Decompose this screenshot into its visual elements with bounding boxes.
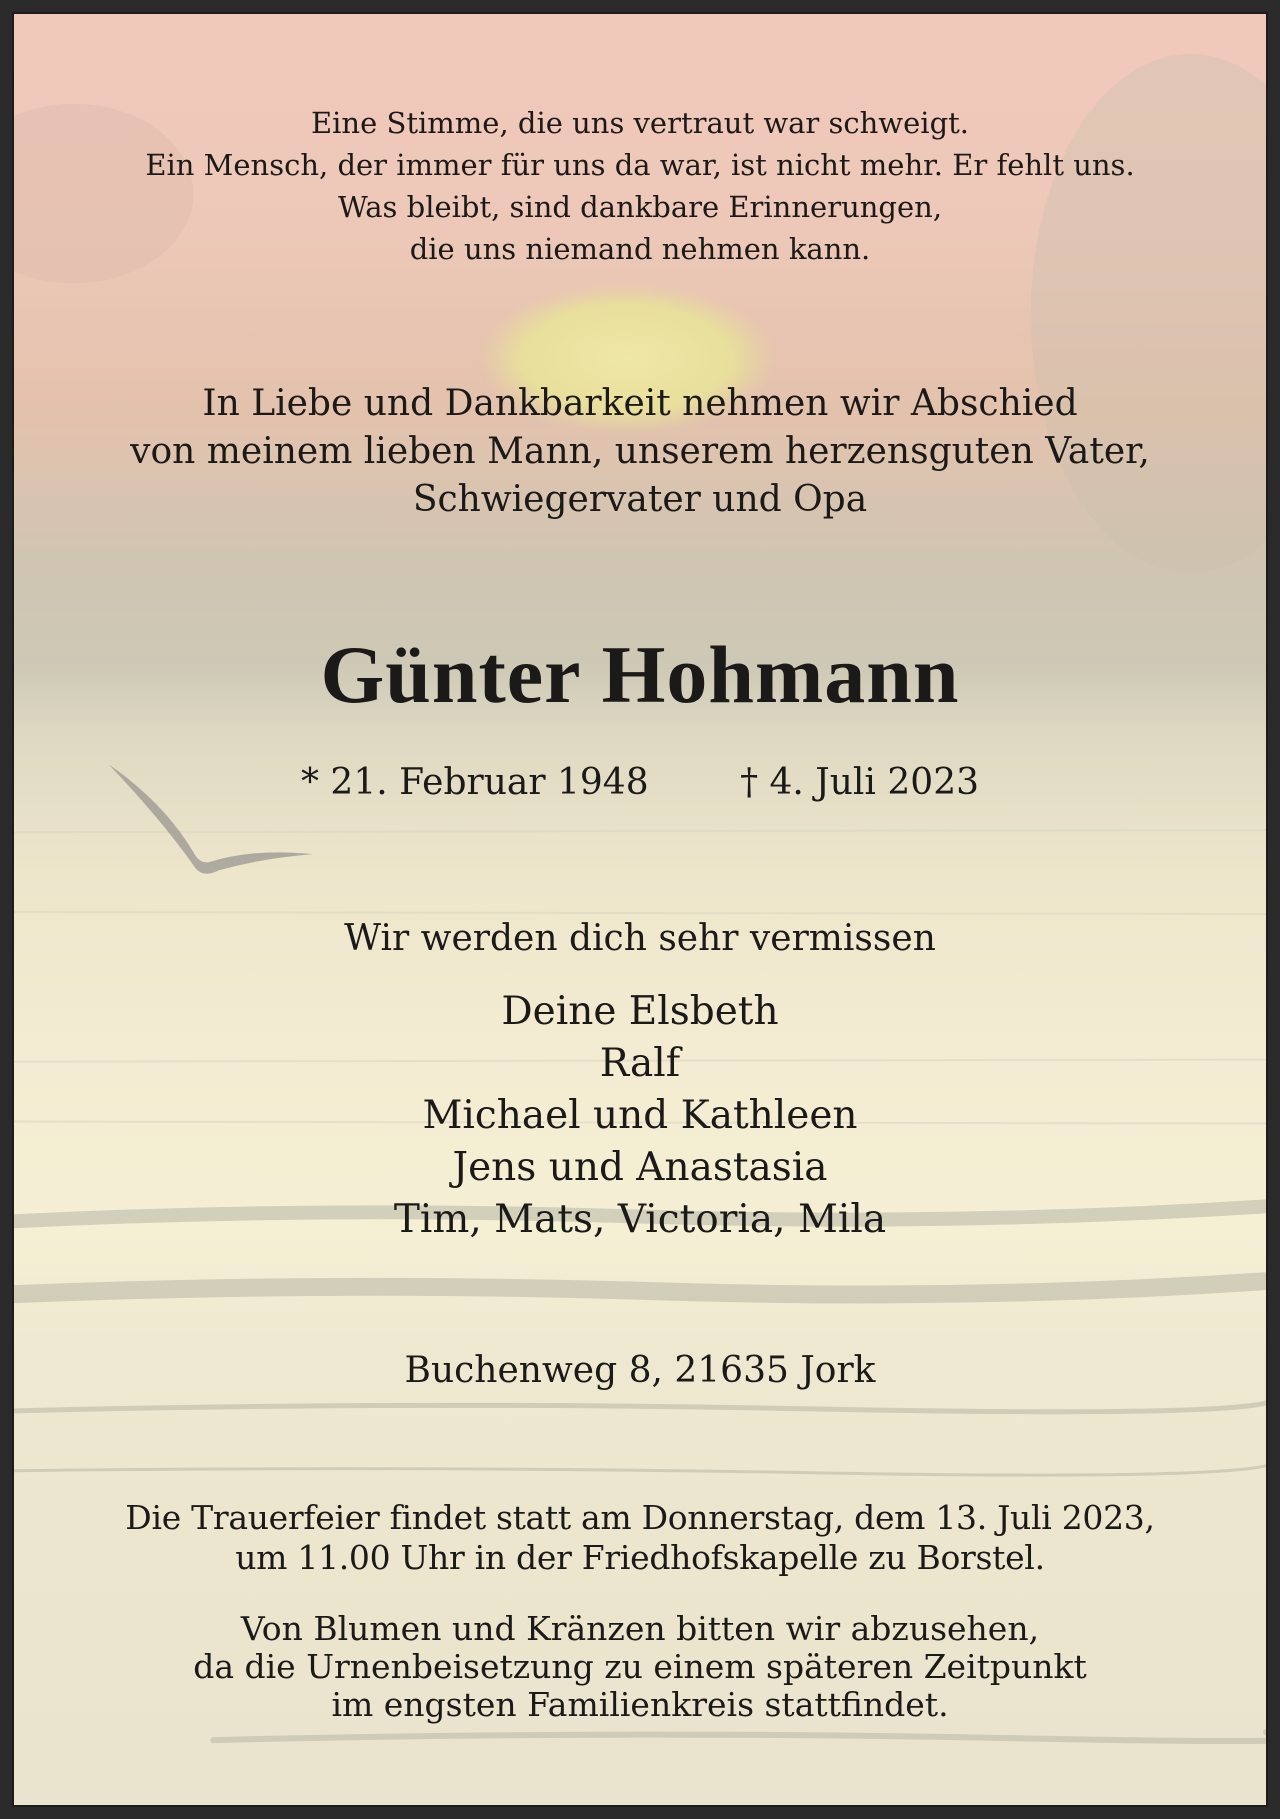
funeral-info bbox=[14, 1498, 1266, 1578]
life-dates bbox=[14, 762, 1266, 803]
flowers-note bbox=[14, 1610, 1266, 1724]
family-member: Jens und Anastasia bbox=[452, 1145, 828, 1190]
intro-line: von meinem lieben Mann, unserem herzensguten Vater, bbox=[130, 431, 1150, 472]
address: Buchenweg 8, 21635 Jork bbox=[404, 1350, 876, 1391]
family-member: Ralf bbox=[599, 1041, 681, 1086]
family-member: Tim, Mats, Victoria, Mila bbox=[393, 1197, 887, 1242]
intro-line: Schwiegervater und Opa bbox=[412, 479, 868, 520]
obituary-card bbox=[12, 12, 1268, 1807]
family-list bbox=[14, 986, 1266, 1246]
deceased-name: Günter Hohmann bbox=[320, 629, 960, 720]
flowers-line: da die Urnenbeisetzung zu einem späteren Zeitpunkt bbox=[193, 1647, 1087, 1686]
verse-line: Ein Mensch, der immer für uns da war, ist nicht mehr. Er fehlt uns. bbox=[145, 148, 1135, 182]
flowers-line: Von Blumen und Kränzen bitten wir abzusehen, bbox=[240, 1609, 1040, 1648]
verse-line: die uns niemand nehmen kann. bbox=[409, 232, 871, 266]
family-member: Deine Elsbeth bbox=[501, 989, 779, 1034]
funeral-line: um 11.00 Uhr in der Friedhofskapelle zu Borstel. bbox=[235, 1538, 1045, 1577]
miss-line: Wir werden dich sehr vermissen bbox=[344, 918, 936, 959]
farewell-intro bbox=[14, 380, 1266, 524]
verse-line: Eine Stimme, die uns vertraut war schweigt. bbox=[310, 106, 970, 140]
verse-line: Was bleibt, sind dankbare Erinnerungen, bbox=[337, 190, 943, 224]
flowers-line: im engsten Familienkreis stattfindet. bbox=[331, 1685, 949, 1724]
memorial-verse bbox=[14, 102, 1266, 270]
death-date: † 4. Juli 2023 bbox=[740, 762, 980, 803]
intro-line: In Liebe und Dankbarkeit nehmen wir Abschied bbox=[202, 383, 1078, 424]
obituary-text bbox=[14, 14, 1266, 1805]
funeral-line: Die Trauerfeier findet statt am Donnerstag, dem 13. Juli 2023, bbox=[125, 1498, 1155, 1537]
birth-date: * 21. Februar 1948 bbox=[300, 762, 649, 803]
family-member: Michael und Kathleen bbox=[422, 1093, 858, 1138]
